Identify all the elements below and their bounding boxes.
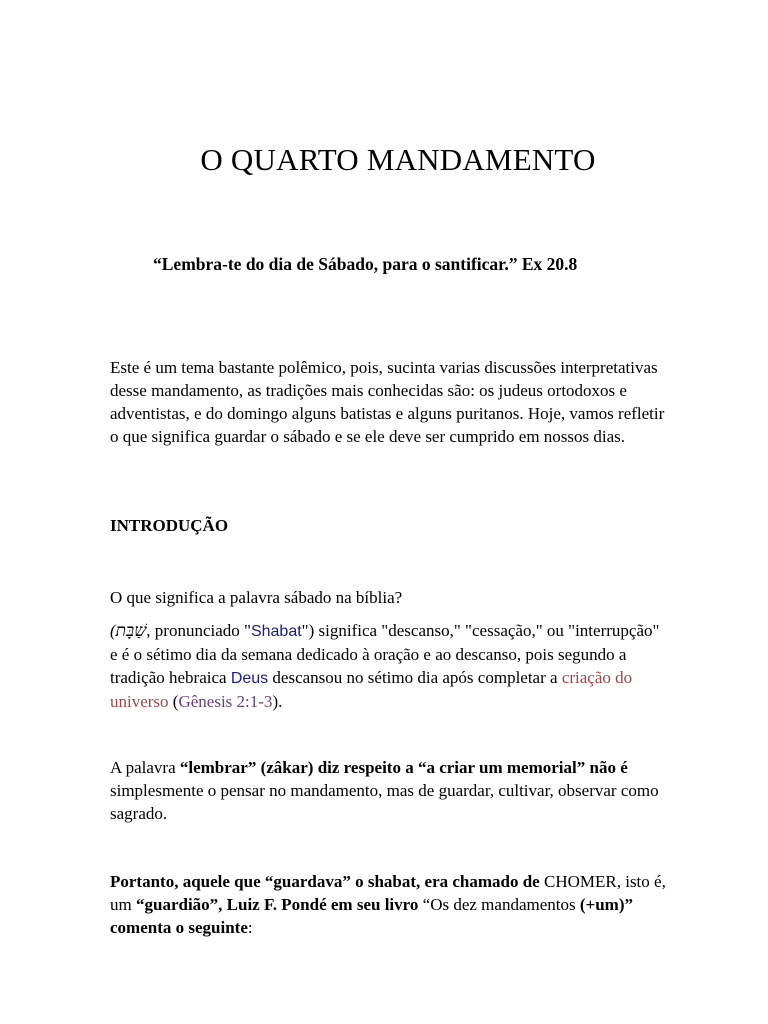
definition-text-4: ( <box>168 692 179 711</box>
portanto-bold-1: Portanto, aquele que “guardava” o shabat, era chamado de <box>110 872 544 891</box>
paren-open: ( <box>110 621 116 640</box>
definition-text-5: ). <box>272 692 283 711</box>
definition-text-1: , pronunciado " <box>146 621 251 640</box>
portanto-text-3: : <box>247 918 253 937</box>
lembrar-paragraph <box>110 756 670 825</box>
portanto-paragraph <box>110 870 670 939</box>
intro-paragraph: Este é um tema bastante polêmico, pois, sucinta varias discussões interpretativas desse mandamento, as tradições mais conhecidas são: os judeus ortodoxos e adventistas, e do domingo alguns batistas e alguns puritanos. Hoje, vamos refletir o que significa guardar o sábado e se ele deve ser cumprido em nossos dias. <box>110 358 665 446</box>
deus-link[interactable]: Deus <box>230 670 269 687</box>
portanto-bold-3: (+um)” comenta o seguinte <box>110 895 633 937</box>
lembrar-text-2: simplesmente o pensar no mandamento, mas de guardar, cultivar, observar como sagrado. <box>110 781 659 823</box>
lembrar-text-1: A palavra <box>110 758 180 777</box>
section-heading: INTRODUÇÃO <box>110 516 229 535</box>
portanto-bold-2: “guardião”, Luiz F. Pondé em seu livro <box>135 895 419 914</box>
lembrar-bold: “lembrar” (zâkar) diz respeito a “a criar um memorial” não é <box>179 758 628 777</box>
question-text: O que significa a palavra sábado na bíblia? <box>110 588 403 607</box>
genesis-link[interactable]: Gênesis 2:1-3 <box>178 692 273 711</box>
shabat-link[interactable]: Shabat <box>250 623 302 640</box>
chomer-text: CHOMER <box>543 872 617 891</box>
portanto-text-2: “Os dez mandamentos <box>418 895 580 914</box>
definition-text-3: descansou no sétimo dia após completar a <box>268 668 562 687</box>
portanto-text-1: , isto é, um <box>110 872 666 914</box>
page-title: O QUARTO MANDAMENTO <box>200 142 596 177</box>
definition-paragraph <box>110 619 670 713</box>
criacao-link[interactable]: criação do universo <box>110 668 633 711</box>
definition-text-2: ") significa "descanso," "cessação," ou "interrupção" e é o sétimo dia da semana dedicado à oração e ao descanso, pois segundo a tradição hebraica <box>110 621 660 687</box>
epigraph-quote: “Lembra-te do dia de Sábado, para o santificar.” Ex 20.8 <box>153 254 578 274</box>
hebrew-word: שַׁבָּת <box>115 621 147 640</box>
